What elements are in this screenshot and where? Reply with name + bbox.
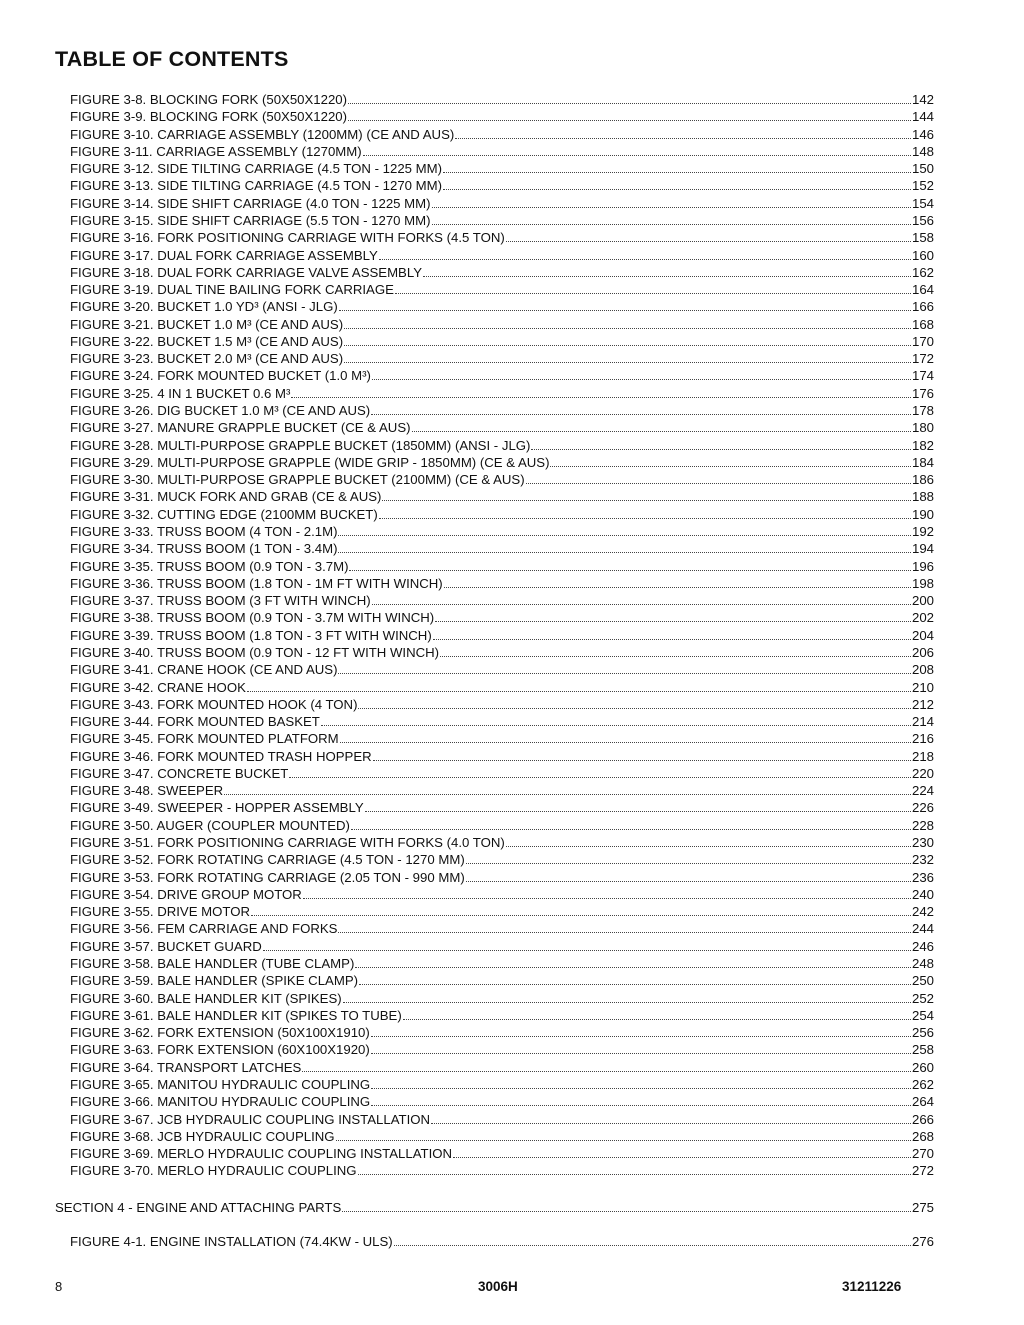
toc-entry-page: 180 <box>911 420 934 436</box>
dot-leader <box>412 420 911 432</box>
page-title: TABLE OF CONTENTS <box>55 47 289 71</box>
toc-entry[interactable] <box>70 972 934 989</box>
toc-entry-page: 192 <box>911 524 934 539</box>
dot-leader <box>302 1060 911 1072</box>
toc-entry-page: 204 <box>911 627 934 643</box>
toc-entry-label: FIGURE 3-64. TRANSPORT LATCHES <box>70 1059 302 1075</box>
toc-entry[interactable] <box>70 523 934 540</box>
dot-leader <box>371 1042 911 1054</box>
toc-entry[interactable] <box>70 333 934 350</box>
toc-entry-page: 260 <box>911 1059 934 1075</box>
dot-leader <box>531 438 911 450</box>
toc-entry-page: 236 <box>911 869 934 885</box>
toc-entry-page: 210 <box>911 679 934 695</box>
dot-leader <box>348 109 911 121</box>
toc-entry-page: 244 <box>911 921 934 937</box>
toc-entry-label: FIGURE 3-9. BLOCKING FORK (50X50X1220) <box>70 109 348 125</box>
toc-entry-page: 228 <box>911 817 934 833</box>
toc-entry-label: SECTION 4 - ENGINE AND ATTACHING PARTS <box>55 1200 342 1215</box>
toc-entry[interactable] <box>70 488 934 505</box>
dot-leader <box>526 472 911 484</box>
toc-entry[interactable] <box>70 886 934 903</box>
dot-leader <box>371 1077 911 1089</box>
dot-leader <box>395 282 911 294</box>
toc-entry-label: FIGURE 3-38. TRUSS BOOM (0.9 TON - 3.7M WITH WINCH) <box>70 610 435 626</box>
dot-leader <box>373 749 911 761</box>
toc-entry[interactable] <box>70 91 934 108</box>
toc-entry-label: FIGURE 3-52. FORK ROTATING CARRIAGE (4.5 TON - 1270 MM) <box>70 852 465 868</box>
toc-entry[interactable] <box>70 679 934 696</box>
toc-entry[interactable] <box>70 402 934 419</box>
toc-entry-label: FIGURE 3-37. TRUSS BOOM (3 FT WITH WINCH) <box>70 593 371 609</box>
toc-entry-label: FIGURE 3-12. SIDE TILTING CARRIAGE (4.5 TON - 1225 MM) <box>70 161 443 177</box>
dot-leader <box>435 610 911 622</box>
toc-entry-page: 156 <box>911 212 934 228</box>
dot-leader <box>372 593 911 605</box>
toc-entry-label: FIGURE 3-68. JCB HYDRAULIC COUPLING <box>70 1128 335 1144</box>
dot-leader <box>344 317 911 329</box>
toc-entry[interactable] <box>70 540 934 557</box>
toc-entry-label: FIGURE 3-21. BUCKET 1.0 M³ (CE AND AUS) <box>70 316 344 332</box>
toc-entry[interactable] <box>70 748 934 765</box>
toc-entry-label: FIGURE 3-44. FORK MOUNTED BASKET <box>70 714 320 730</box>
toc-entry[interactable] <box>70 869 934 886</box>
toc-entry-label: FIGURE 3-32. CUTTING EDGE (2100MM BUCKET) <box>70 506 378 522</box>
toc-entry-label: FIGURE 3-59. BALE HANDLER (SPIKE CLAMP) <box>70 973 359 989</box>
toc-entry-label: FIGURE 3-50. AUGER (COUPLER MOUNTED) <box>70 817 350 833</box>
toc-entry-label: FIGURE 3-62. FORK EXTENSION (50X100X1910) <box>70 1025 370 1041</box>
toc-entry[interactable] <box>70 575 934 592</box>
toc-entry[interactable] <box>70 1128 934 1145</box>
toc-entry-label: FIGURE 3-45. FORK MOUNTED PLATFORM <box>70 731 339 747</box>
toc-entry[interactable] <box>70 143 934 160</box>
toc-entry-page: 275 <box>911 1200 934 1215</box>
dot-leader <box>423 265 911 277</box>
toc-entry-label: FIGURE 3-66. MANITOU HYDRAULIC COUPLING <box>70 1094 371 1110</box>
toc-entry-page: 158 <box>911 230 934 246</box>
toc-entry[interactable] <box>70 782 934 799</box>
dot-leader <box>550 455 911 467</box>
dot-leader <box>291 386 911 398</box>
toc-entry-label: FIGURE 3-13. SIDE TILTING CARRIAGE (4.5 TON - 1270 MM) <box>70 178 443 194</box>
toc-entry[interactable] <box>70 212 934 229</box>
toc-entry[interactable] <box>70 419 934 436</box>
toc-section-entry[interactable] <box>55 1199 934 1216</box>
toc-entry[interactable] <box>70 437 934 454</box>
toc-entry-page: 250 <box>911 973 934 989</box>
toc-entry[interactable] <box>70 730 934 747</box>
dot-leader <box>348 92 911 104</box>
dot-leader <box>224 783 911 795</box>
dot-leader <box>338 662 911 674</box>
toc-entry-page: 170 <box>911 333 934 349</box>
toc-entry[interactable] <box>70 696 934 713</box>
toc-entry[interactable] <box>70 454 934 471</box>
toc-entry-label: FIGURE 3-22. BUCKET 1.5 M³ (CE AND AUS) <box>70 333 344 349</box>
toc-entry-label: FIGURE 3-19. DUAL TINE BAILING FORK CARRIAGE <box>70 282 394 298</box>
toc-entry-label: FIGURE 3-33. TRUSS BOOM (4 TON - 2.1M) <box>70 524 338 539</box>
dot-leader <box>403 1008 911 1020</box>
dot-leader <box>431 1112 911 1124</box>
toc-entry-label: FIGURE 3-25. 4 IN 1 BUCKET 0.6 M³ <box>70 385 291 401</box>
toc-entry-label: FIGURE 3-35. TRUSS BOOM (0.9 TON - 3.7M) <box>70 558 349 574</box>
dot-leader <box>466 870 911 882</box>
toc-entry-label: FIGURE 3-16. FORK POSITIONING CARRIAGE WITH FORKS (4.5 TON) <box>70 230 505 246</box>
toc-entry[interactable] <box>70 126 934 143</box>
dot-leader <box>358 1163 911 1175</box>
dot-leader <box>342 1200 911 1212</box>
toc-entry-page: 164 <box>911 282 934 298</box>
dot-leader <box>251 904 911 916</box>
dot-leader <box>349 559 911 571</box>
toc-entry-label: FIGURE 3-67. JCB HYDRAULIC COUPLING INSTALLATION <box>70 1111 431 1127</box>
dot-leader <box>339 299 911 311</box>
toc-entry-label: FIGURE 3-43. FORK MOUNTED HOOK (4 TON) <box>70 696 358 712</box>
toc-entry[interactable] <box>70 627 934 644</box>
footer-part-number: 31211226 <box>842 1279 902 1294</box>
toc-entry-label: FIGURE 3-61. BALE HANDLER KIT (SPIKES TO TUBE) <box>70 1007 402 1023</box>
toc-entry-label: FIGURE 3-14. SIDE SHIFT CARRIAGE (4.0 TON - 1225 MM) <box>70 195 431 211</box>
toc-entry-page: 168 <box>911 316 934 332</box>
toc-entry[interactable] <box>70 1233 934 1250</box>
toc-entry-page: 166 <box>911 299 934 315</box>
toc-entry-label: FIGURE 3-69. MERLO HYDRAULIC COUPLING INSTALLATION <box>70 1146 453 1162</box>
toc-entry-page: 196 <box>911 558 934 574</box>
toc-entry[interactable] <box>70 195 934 212</box>
toc-entry-page: 188 <box>911 489 934 505</box>
dot-leader <box>440 645 911 657</box>
toc-entry-page: 144 <box>911 109 934 125</box>
toc-entry[interactable] <box>70 298 934 315</box>
toc-entry-label: FIGURE 3-20. BUCKET 1.0 YD³ (ANSI - JLG) <box>70 299 338 315</box>
toc-entry[interactable] <box>70 247 934 264</box>
toc-entry[interactable] <box>70 1093 934 1110</box>
toc-entry-page: 256 <box>911 1025 934 1041</box>
dot-leader <box>433 628 911 640</box>
dot-leader <box>506 230 911 242</box>
footer-page-number: 8 <box>55 1279 63 1294</box>
toc-entry-label: FIGURE 3-49. SWEEPER - HOPPER ASSEMBLY <box>70 800 364 816</box>
toc-entry[interactable] <box>70 592 934 609</box>
toc-entry-label: FIGURE 3-24. FORK MOUNTED BUCKET (1.0 M³) <box>70 368 371 384</box>
toc-entry-page: 268 <box>911 1128 934 1144</box>
dot-leader <box>363 144 911 156</box>
toc-entry[interactable] <box>70 1076 934 1093</box>
toc-entry[interactable] <box>70 903 934 920</box>
toc-entry-page: 150 <box>911 161 934 177</box>
toc-entry[interactable] <box>70 765 934 782</box>
toc-entry[interactable] <box>70 938 934 955</box>
dot-leader <box>372 368 911 380</box>
dot-leader <box>444 576 911 588</box>
toc-entry[interactable] <box>70 920 934 937</box>
toc-entry[interactable] <box>70 264 934 281</box>
dot-leader <box>432 213 911 225</box>
toc-entry[interactable] <box>70 1162 934 1179</box>
toc-entry[interactable] <box>70 990 934 1007</box>
toc-entry[interactable] <box>70 834 934 851</box>
toc-entry[interactable] <box>70 799 934 816</box>
toc-entry-page: 200 <box>911 593 934 609</box>
toc-entry-page: 220 <box>911 765 934 781</box>
toc-entry-label: FIGURE 3-29. MULTI-PURPOSE GRAPPLE (WIDE GRIP - 1850MM) (CE & AUS) <box>70 454 550 470</box>
toc-entry-label: FIGURE 3-31. MUCK FORK AND GRAB (CE & AUS) <box>70 489 382 505</box>
toc-entry-page: 264 <box>911 1094 934 1110</box>
dot-leader <box>338 524 911 536</box>
toc-entry-page: 252 <box>911 990 934 1006</box>
toc-entry[interactable] <box>70 609 934 626</box>
toc-entry-page: 208 <box>911 662 934 678</box>
toc-entry-label: FIGURE 3-27. MANURE GRAPPLE BUCKET (CE & AUS) <box>70 420 411 436</box>
dot-leader <box>355 956 911 968</box>
toc-entry-page: 230 <box>911 835 934 851</box>
toc-entry[interactable] <box>70 661 934 678</box>
toc-entry-page: 258 <box>911 1042 934 1058</box>
toc-entry-page: 172 <box>911 351 934 367</box>
toc-entry-label: FIGURE 3-51. FORK POSITIONING CARRIAGE WITH FORKS (4.0 TON) <box>70 835 505 851</box>
toc-entry-label: FIGURE 3-11. CARRIAGE ASSEMBLY (1270MM) <box>70 143 362 159</box>
dot-leader <box>379 248 911 260</box>
toc-entry-label: FIGURE 3-58. BALE HANDLER (TUBE CLAMP) <box>70 956 355 971</box>
toc-entry-label: FIGURE 3-60. BALE HANDLER KIT (SPIKES) <box>70 990 342 1006</box>
toc-entry-page: 216 <box>911 731 934 747</box>
dot-leader <box>371 1094 911 1106</box>
toc-entry-page: 202 <box>911 610 934 626</box>
dot-leader <box>358 697 911 709</box>
dot-leader <box>432 196 911 208</box>
toc-entry[interactable] <box>70 316 934 333</box>
dot-leader <box>338 921 911 933</box>
toc-entry-label: FIGURE 3-46. FORK MOUNTED TRASH HOPPER <box>70 748 372 764</box>
toc-entry-label: FIGURE 3-70. MERLO HYDRAULIC COUPLING <box>70 1163 357 1179</box>
toc-entry-label: FIGURE 3-10. CARRIAGE ASSEMBLY (1200MM) (CE AND AUS) <box>70 126 455 142</box>
dot-leader <box>303 887 911 899</box>
dot-leader <box>371 403 911 415</box>
toc-entry-page: 224 <box>911 783 934 799</box>
dot-leader <box>343 991 911 1003</box>
toc-entry[interactable] <box>70 108 934 125</box>
toc-entry-label: FIGURE 3-40. TRUSS BOOM (0.9 TON - 12 FT WITH WINCH) <box>70 644 440 660</box>
toc-entry[interactable] <box>70 471 934 488</box>
dot-leader <box>466 852 911 864</box>
toc-entry-page: 162 <box>911 264 934 280</box>
toc-entry[interactable] <box>70 1059 934 1076</box>
toc-entry-page: 198 <box>911 575 934 591</box>
toc-entry-page: 146 <box>911 126 934 142</box>
toc-entry-page: 266 <box>911 1111 934 1127</box>
toc-entry[interactable] <box>70 229 934 246</box>
dot-leader <box>371 1025 911 1037</box>
toc-entry-label: FIGURE 3-65. MANITOU HYDRAULIC COUPLING <box>70 1076 371 1092</box>
toc-entry[interactable] <box>70 160 934 177</box>
toc-entry-page: 184 <box>911 454 934 470</box>
toc-entry-label: FIGURE 3-47. CONCRETE BUCKET <box>70 765 289 781</box>
dot-leader <box>321 714 911 726</box>
dot-leader <box>263 939 911 951</box>
toc-entry[interactable] <box>70 713 934 730</box>
toc-entry-label: FIGURE 3-57. BUCKET GUARD <box>70 938 262 954</box>
toc-entry[interactable] <box>70 177 934 194</box>
toc-entry-page: 226 <box>911 800 934 816</box>
toc-entry-label: FIGURE 3-56. FEM CARRIAGE AND FORKS <box>70 921 338 937</box>
toc-entry[interactable] <box>70 1024 934 1041</box>
toc-entry-page: 242 <box>911 904 934 920</box>
toc-entry-label: FIGURE 3-36. TRUSS BOOM (1.8 TON - 1M FT WITH WINCH) <box>70 575 443 591</box>
toc-entry-label: FIGURE 3-17. DUAL FORK CARRIAGE ASSEMBLY <box>70 247 378 263</box>
toc-entry-label: FIGURE 3-8. BLOCKING FORK (50X50X1220) <box>70 92 348 107</box>
toc-entry-page: 214 <box>911 714 934 730</box>
toc-entry-page: 254 <box>911 1007 934 1023</box>
toc-entry-label: FIGURE 3-48. SWEEPER <box>70 783 224 799</box>
toc-entry-page: 232 <box>911 852 934 868</box>
toc-entry[interactable] <box>70 281 934 298</box>
toc-entry[interactable] <box>70 350 934 367</box>
toc-entry-page: 182 <box>911 437 934 453</box>
dot-leader <box>338 541 911 553</box>
dot-leader <box>365 800 911 812</box>
dot-leader <box>359 973 911 985</box>
toc-entry-page: 218 <box>911 748 934 764</box>
dot-leader <box>247 680 911 692</box>
toc-entry-page: 276 <box>911 1234 934 1249</box>
toc-entry[interactable] <box>70 1041 934 1058</box>
toc-entry-label: FIGURE 3-53. FORK ROTATING CARRIAGE (2.05 TON - 990 MM) <box>70 869 465 885</box>
dot-leader <box>382 489 911 501</box>
toc-entry-label: FIGURE 3-15. SIDE SHIFT CARRIAGE (5.5 TON - 1270 MM) <box>70 212 431 228</box>
dot-leader <box>443 161 911 173</box>
toc-entry-page: 160 <box>911 247 934 263</box>
toc-entry[interactable] <box>70 644 934 661</box>
toc-entry-page: 262 <box>911 1076 934 1092</box>
toc-entry-label: FIGURE 3-26. DIG BUCKET 1.0 M³ (CE AND AUS) <box>70 403 371 419</box>
toc-entry[interactable] <box>70 1007 934 1024</box>
dot-leader <box>351 818 911 830</box>
dot-leader <box>394 1234 911 1246</box>
dot-leader <box>443 178 911 190</box>
toc-entry-page: 154 <box>911 195 934 211</box>
toc-entry[interactable] <box>70 385 934 402</box>
dot-leader <box>379 507 911 519</box>
toc-entry-label: FIGURE 3-54. DRIVE GROUP MOTOR <box>70 886 302 902</box>
toc-entry-page: 212 <box>911 696 934 712</box>
dot-leader <box>453 1146 911 1158</box>
dot-leader <box>340 731 911 743</box>
toc-entry-page: 194 <box>911 541 934 557</box>
toc-entry-label: FIGURE 3-63. FORK EXTENSION (60X100X1920) <box>70 1042 370 1058</box>
toc-entry-label: FIGURE 3-55. DRIVE MOTOR <box>70 904 251 920</box>
toc-entry-page: 174 <box>911 368 934 384</box>
toc-entry-label: FIGURE 3-41. CRANE HOOK (CE AND AUS) <box>70 662 338 678</box>
toc-entry-page: 190 <box>911 506 934 522</box>
toc-entry-page: 272 <box>911 1163 934 1179</box>
toc-entry[interactable] <box>70 558 934 575</box>
toc-entry-label: FIGURE 4-1. ENGINE INSTALLATION (74.4KW - ULS) <box>70 1234 393 1249</box>
toc-entry-label: FIGURE 3-28. MULTI-PURPOSE GRAPPLE BUCKET (1850MM) (ANSI - JLG) <box>70 437 531 453</box>
toc-entry-label: FIGURE 3-18. DUAL FORK CARRIAGE VALVE ASSEMBLY <box>70 264 423 280</box>
dot-leader <box>344 334 911 346</box>
toc-entry-label: FIGURE 3-30. MULTI-PURPOSE GRAPPLE BUCKET (2100MM) (CE & AUS) <box>70 472 525 488</box>
toc-entry[interactable] <box>70 955 934 972</box>
toc-entry-label: FIGURE 3-23. BUCKET 2.0 M³ (CE AND AUS) <box>70 351 344 367</box>
toc-entry[interactable] <box>70 367 934 384</box>
toc-entry-label: FIGURE 3-39. TRUSS BOOM (1.8 TON - 3 FT WITH WINCH) <box>70 627 432 643</box>
dot-leader <box>289 766 911 778</box>
toc-entry-label: FIGURE 3-42. CRANE HOOK <box>70 679 246 695</box>
toc-entry-page: 178 <box>911 403 934 419</box>
toc-entry[interactable] <box>70 1111 934 1128</box>
toc-entry-page: 246 <box>911 938 934 954</box>
dot-leader <box>455 127 911 139</box>
toc-entry-page: 248 <box>911 956 934 971</box>
toc-entry[interactable] <box>70 506 934 523</box>
toc-entry-page: 270 <box>911 1146 934 1162</box>
dot-leader <box>336 1129 911 1141</box>
toc-entry-page: 176 <box>911 385 934 401</box>
dot-leader <box>344 351 911 363</box>
toc-entry-page: 148 <box>911 143 934 159</box>
toc-entry[interactable] <box>70 817 934 834</box>
toc-entry-page: 206 <box>911 644 934 660</box>
dot-leader <box>506 835 911 847</box>
toc-entry[interactable] <box>70 851 934 868</box>
footer-model: 3006H <box>478 1279 518 1294</box>
toc-entry[interactable] <box>70 1145 934 1162</box>
toc-entry-label: FIGURE 3-34. TRUSS BOOM (1 TON - 3.4M) <box>70 541 338 557</box>
toc-entry-page: 152 <box>911 178 934 194</box>
toc-entry-page: 186 <box>911 472 934 488</box>
toc-entry-page: 240 <box>911 886 934 902</box>
toc-entry-page: 142 <box>911 92 934 107</box>
